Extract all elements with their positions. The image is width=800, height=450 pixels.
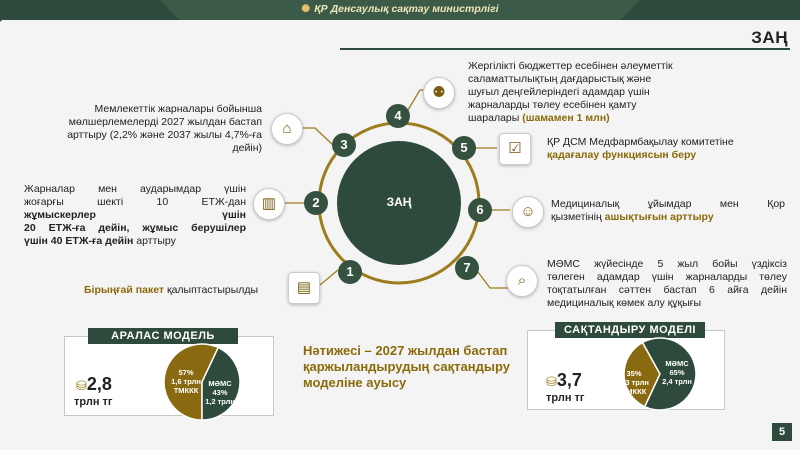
insurance-model-pie	[600, 336, 720, 412]
item-3-line: мөлшерлемелерді 2027 жылдан бастап	[68, 116, 262, 128]
item-2-bold: үшін 40 ЕТЖ-ға дейін	[24, 235, 134, 247]
mixed-model-header: АРАЛАС МОДЕЛЬ	[88, 328, 238, 344]
item-6-highlight: ашықтығын арттыру	[604, 211, 714, 223]
mixed-model-amount-value: 2,8	[86, 374, 112, 394]
pie-label: 43%	[212, 388, 228, 397]
connector-3	[300, 128, 333, 145]
mixed-model-amount	[76, 374, 112, 395]
badge-3: 3	[332, 133, 356, 157]
item-2-line: Жарналар мен аударымдар үшін	[24, 183, 246, 195]
pie-label: 2,4 трлн	[662, 377, 692, 386]
item-6-line: Медициналық ұйымдар мен Қор	[551, 198, 785, 210]
pie-label: 1,3 трлн	[619, 378, 649, 387]
item-7-line: МӘМС жүйесінде 5 жыл бойы үздіксіз	[547, 258, 787, 270]
item-4-highlight: (шамамен 1 млн)	[522, 112, 610, 124]
pie-label: МӘМС	[208, 379, 232, 388]
page-title: ЗАҢ	[751, 28, 788, 47]
pie-label: 35%	[626, 369, 642, 378]
pie-label: 1,2 трлн	[205, 397, 235, 406]
item-2-text	[24, 183, 246, 248]
pie-label: 65%	[669, 368, 685, 377]
item-2-bold: үшін	[222, 209, 246, 221]
package-doc-icon: ▤	[288, 272, 320, 304]
emblem-icon: ✺	[301, 3, 311, 15]
item-2-line: 20 ЕТЖ-ға дейін, жұмыс берушілер	[24, 222, 246, 234]
pie-label: МӘМС	[665, 359, 689, 368]
item-4-text-part: шаралары	[468, 112, 520, 124]
badge-4: 4	[386, 104, 410, 128]
people-group-icon: ⚉	[423, 77, 455, 109]
center-label: ЗАҢ	[386, 195, 412, 209]
item-7-text	[547, 258, 787, 310]
item-5-highlight: қадағалау функциясын беру	[547, 149, 697, 161]
insurance-model-amount	[546, 370, 582, 391]
item-4-line: жарналарды төлеу есебінен қамту	[468, 99, 637, 111]
item-1-text-part: қалыптастырылды	[164, 284, 259, 296]
item-3-line: Мемлекеттік жарналары бойынша	[94, 103, 262, 115]
pie-label: ТМККК	[173, 386, 199, 395]
badge-5: 5	[452, 136, 476, 160]
insurance-model-unit: трлн тг	[546, 392, 585, 404]
meeting-icon: ☺	[512, 196, 544, 228]
pie-label: 1,6 трлн	[171, 377, 201, 386]
item-2-bold: жұмыскерлер	[24, 209, 96, 221]
coins-icon: ⛁	[546, 374, 557, 389]
item-6-text-part: қызметінің	[551, 211, 605, 223]
connector-7	[475, 268, 510, 288]
badge-6: 6	[468, 198, 492, 222]
item-5-text	[547, 136, 787, 162]
pie-label: 57%	[178, 368, 194, 377]
checklist-icon: ☑	[499, 133, 531, 165]
badge-7: 7	[455, 256, 479, 280]
magnifier-chart-icon: ⌕	[506, 265, 538, 297]
mixed-model-pie	[142, 342, 272, 422]
insurance-model-header: САҚТАНДЫРУ МОДЕЛІ	[555, 322, 705, 338]
item-6-line	[551, 211, 785, 224]
item-4-line: саламаттылықтың дағдарыстық және	[468, 73, 652, 85]
item-4-line: шуғыл деңгейлеріндегі адамдар үшін	[468, 86, 650, 98]
item-2-text-part: арттыру	[133, 235, 176, 247]
result-text: Нәтижесі – 2027 жылдан бастап қаржыландырудың сақтандыру моделіне ауысу	[303, 343, 510, 390]
item-7-line: медициналық көмек алу құқығы	[547, 297, 702, 309]
bank-building-icon: ⌂	[271, 113, 303, 145]
coins-icon: ⛁	[76, 378, 87, 393]
item-3-text	[46, 103, 262, 155]
item-3-line: дейін)	[232, 142, 262, 154]
item-7-line: төлеген адамдар үшін жарналарды төлеу	[547, 271, 787, 283]
insurance-model-amount-value: 3,7	[556, 370, 582, 390]
item-4-text	[468, 60, 708, 125]
item-2-line	[24, 235, 246, 248]
page-number: 5	[772, 423, 792, 441]
item-1-text	[84, 284, 284, 297]
item-7-line: тоқтатылған сәттен бастап 6 айға дейін	[547, 284, 787, 296]
mixed-model-unit: трлн тг	[74, 396, 113, 408]
item-2-line	[24, 209, 246, 222]
pie-label: ТМККК	[621, 387, 647, 396]
item-4-line: Жергілікті бюджеттер есебінен әлеуметтік	[468, 60, 673, 72]
header-title-text: ҚР Денсаулық сақтау министрлігі	[314, 3, 499, 15]
badge-2: 2	[304, 191, 328, 215]
item-6-text	[551, 198, 785, 224]
item-3-line: арттыру (2,2% және 2037 жылы 4,7%-ға	[67, 129, 262, 141]
item-4-line	[468, 112, 708, 125]
item-5-line: ҚР ДСМ Медфармбақылау комитетіне	[547, 136, 734, 148]
badge-1: 1	[338, 260, 362, 284]
bar-chart-icon: ▥	[253, 188, 285, 220]
item-2-line: жоғарғы шекті 10 ЕТЖ-дан	[24, 196, 246, 208]
item-1-highlight: Бірыңғай пакет	[84, 284, 165, 296]
